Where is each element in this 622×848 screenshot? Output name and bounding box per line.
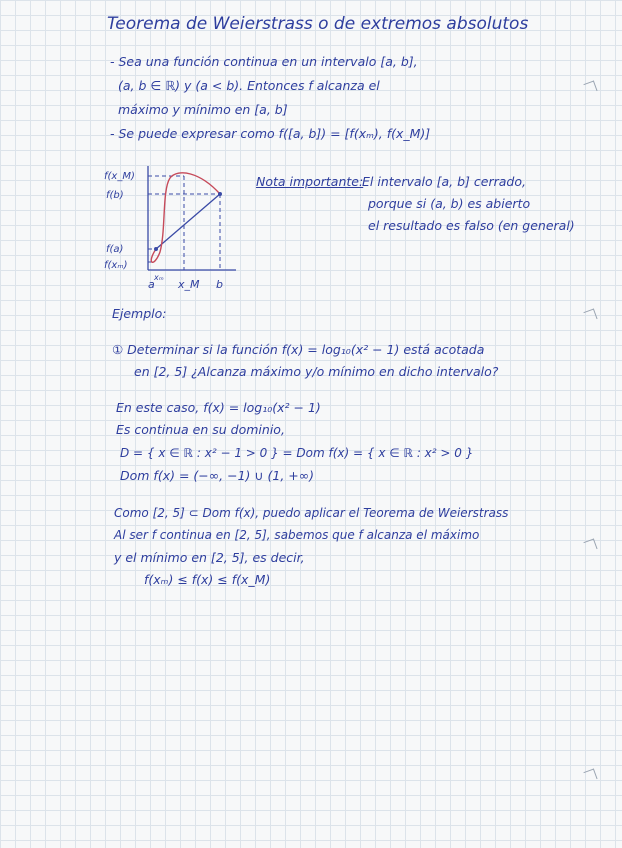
work-line-2: Es continua en su dominio, — [116, 422, 285, 437]
definition-line-4: - Se puede expresar como f([a, b]) = [f(xₘ), f(x_M)] — [110, 126, 431, 141]
label-xm: xₘ — [154, 273, 164, 282]
label-a: a — [148, 278, 155, 291]
note-line-2: porque si (a, b) es abierto — [368, 196, 531, 211]
work-line-3: D = { x ∈ ℝ : x² − 1 > 0 } = Dom f(x) = { x ∈ ℝ : x² > 0 } — [120, 446, 474, 460]
note-line-1: El intervalo [a, b] cerrado, — [362, 174, 526, 189]
page-title: Teorema de Weierstrass o de extremos absolutos — [107, 14, 529, 34]
work-line-4: Dom f(x) = (−∞, −1) ∪ (1, +∞) — [120, 468, 315, 483]
conclusion-line-3: y el mínimo en [2, 5], es decir, — [114, 550, 305, 565]
label-fb: f(b) — [106, 190, 124, 201]
label-fxm: f(xₘ) — [104, 260, 128, 271]
example-heading: Ejemplo: — [112, 306, 167, 321]
conclusion-line-2: Al ser f continua en [2, 5], sabemos que f alcanza el máximo — [114, 528, 480, 542]
definition-line-2: (a, b ∈ ℝ) y (a < b). Entonces f alcanza el — [118, 78, 380, 93]
weierstrass-graph — [104, 160, 254, 298]
label-fa: f(a) — [106, 244, 124, 255]
margin-mark — [583, 768, 597, 782]
conclusion-line-4: f(xₘ) ≤ f(x) ≤ f(x_M) — [144, 572, 271, 587]
label-b: b — [216, 278, 223, 291]
work-line-1: En este caso, f(x) = log₁₀(x² − 1) — [116, 400, 321, 415]
function-curve — [151, 173, 220, 262]
definition-line-3: máximo y mínimo en [a, b] — [118, 102, 288, 117]
secant-line — [156, 194, 220, 249]
definition-line-1: - Sea una función continua en un intervalo [a, b], — [110, 54, 418, 69]
conclusion-line-1: Como [2, 5] ⊂ Dom f(x), puedo aplicar el Teorema de Weierstrass — [114, 506, 509, 520]
example-statement-2: en [2, 5] ¿Alcanza máximo y/o mínimo en dicho intervalo? — [134, 364, 499, 379]
example-statement-1: ① Determinar si la función f(x) = log₁₀(x² − 1) está acotada — [112, 342, 485, 357]
note-line-3: el resultado es falso (en general) — [368, 218, 575, 233]
label-xM: x_M — [178, 278, 200, 291]
label-fxM: f(x_M) — [104, 171, 135, 182]
note-heading: Nota importante: — [256, 174, 364, 189]
margin-mark — [583, 80, 597, 94]
margin-mark — [583, 538, 597, 552]
margin-mark — [583, 308, 597, 322]
